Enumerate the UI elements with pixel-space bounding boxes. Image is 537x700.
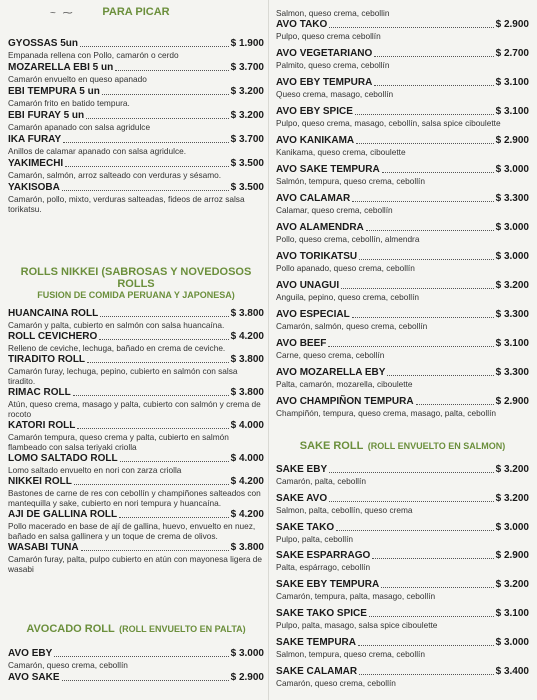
item-description: Pulpo, palta, masago, salsa spice ciboulette — [276, 619, 438, 630]
menu-item-avo-eby-tempura — [276, 77, 529, 106]
item-price: $ 4.200 — [230, 476, 264, 487]
sake-heading: SAKE ROLL — [299, 440, 364, 452]
item-description: Salmon, tempura, queso crema, cebollín — [276, 648, 425, 659]
menu-item-avo-alamendra — [276, 222, 529, 251]
dot-leader — [329, 27, 493, 28]
dot-leader — [100, 316, 228, 317]
nikkei-heading-line-2: FUSION DE COMIDA PERUANA Y JAPONESA) — [37, 290, 235, 300]
item-description: Palta, espárrago, cebollín — [276, 562, 371, 573]
item-price: $ 4.000 — [230, 453, 264, 464]
item-name: AVO KANIKAMA — [276, 135, 355, 146]
menu-item-yakisoba — [8, 182, 264, 214]
menu-item-sake-tempura — [276, 637, 529, 666]
menu-item-avo-calamar — [276, 193, 529, 222]
item-name: SAKE EBY TEMPURA — [276, 579, 380, 591]
dot-leader — [355, 114, 494, 115]
item-price: $ 1.900 — [230, 38, 264, 49]
menu-item-line — [276, 251, 529, 263]
item-description: Queso crema, masago, cebollín — [276, 89, 394, 99]
item-price: $ 3.300 — [495, 309, 529, 320]
item-price: $ 2.900 — [495, 135, 529, 146]
item-description: Pulpo, queso crema, masago, cebollín, salsa spice ciboulette — [276, 118, 501, 128]
item-description: Empanada rellena con Pollo, camarón o cerdo — [8, 50, 179, 60]
menu-item-line — [8, 354, 264, 366]
item-description: Pollo apanado, queso crema, cebollín — [276, 263, 415, 273]
item-price: $ 3.300 — [495, 367, 529, 378]
menu-item-line — [8, 476, 264, 488]
item-name: AVO ESPECIAL — [276, 309, 350, 320]
item-name: AVO CHAMPIÑON TEMPURA — [276, 396, 414, 407]
item-description: Bastones de carne de res con cebollín y champiñones salteados con mantequilla y sake, cubierto en nori tempura y huancaína. — [8, 488, 261, 508]
menu-item-sake-avo — [276, 493, 529, 522]
dot-leader — [372, 558, 493, 559]
menu-item-line — [8, 38, 264, 50]
item-description: Palmito, queso crema, cebollín — [276, 60, 390, 70]
item-name: HUANCAINA ROLL — [8, 308, 99, 319]
menu-item-avo-beef — [276, 338, 529, 367]
menu-item-line — [276, 77, 529, 89]
item-price: $ 3.700 — [230, 134, 264, 145]
dot-leader — [99, 339, 228, 340]
item-name: SAKE CALAMAR — [276, 665, 358, 677]
item-description: Camarón y palta, cubierto en salmón con salsa huancaína. — [8, 320, 225, 330]
dot-leader — [374, 85, 493, 86]
dot-leader — [374, 56, 493, 57]
item-description: Champiñón, tempura, queso crema, masago, palta, cebollín — [276, 408, 496, 418]
item-description: Relleno de ceviche, lechuga, bañado en crema de ceviche. — [8, 343, 226, 353]
dot-leader — [120, 461, 229, 462]
dot-leader — [81, 550, 229, 551]
menu-item-avo-kanikama — [276, 135, 529, 164]
item-name: EBI FURAY 5 un — [8, 110, 85, 121]
dot-leader — [87, 362, 229, 363]
menu-item-avo-mozarella-eby — [276, 367, 529, 396]
menu-item-line — [8, 453, 264, 465]
menu-item-nikkei-roll — [8, 476, 264, 508]
menu-item-mozarella-ebi-5-un — [8, 62, 264, 84]
menu-item-line — [276, 280, 529, 292]
dot-leader — [65, 166, 228, 167]
item-price: $ 3.800 — [230, 542, 264, 553]
avocado-heading: AVOCADO ROLL — [26, 623, 115, 635]
item-description: Camarón, palta, cebollín — [276, 476, 366, 486]
nikkei-list — [8, 308, 264, 575]
dot-leader — [86, 118, 228, 119]
item-description: Camarón furay, palta, pulpo cubierto en atún con mayonesa ligera de wasabi — [8, 554, 262, 574]
menu-item-avo-especial — [276, 309, 529, 338]
item-description: Calamar, queso crema, cebollín — [276, 205, 393, 215]
item-name: GYOSSAS 5un — [8, 38, 79, 49]
dot-leader — [62, 190, 229, 191]
item-price: $ 3.200 — [495, 464, 529, 475]
dot-leader — [80, 46, 229, 47]
item-description: Camarón furay, lechuga, pepino, cubierto en salmón con salsa tiradito. — [8, 366, 238, 386]
dot-leader — [382, 172, 494, 173]
menu-item-line — [8, 542, 264, 554]
column-divider — [268, 0, 269, 700]
item-description: Camarón tempura, queso crema y palta, cubierto en salmón flambeado con salsa teriyaki criolla — [8, 432, 229, 452]
item-name: AVO EBY TEMPURA — [276, 77, 373, 88]
menu-item-sake-tako — [276, 522, 529, 551]
menu-item-line — [8, 420, 264, 432]
dot-leader — [54, 656, 228, 657]
item-description: Camarón envuelto en queso apanado — [8, 74, 147, 84]
section-title-rolls-nikkei — [8, 266, 264, 300]
dot-leader — [366, 230, 494, 231]
item-price: $ 2.900 — [230, 672, 264, 683]
item-price: $ 3.100 — [495, 106, 529, 117]
menu-item-line — [276, 666, 529, 678]
item-price: $ 2.900 — [495, 396, 529, 407]
menu-item-lomo-saltado-roll — [8, 453, 264, 475]
dot-leader — [352, 317, 494, 318]
item-description: Anillos de calamar apanado con salsa agridulce. — [8, 146, 187, 156]
menu-item-katori-roll — [8, 420, 264, 452]
menu-item-line — [8, 387, 264, 399]
item-name: ROLL CEVICHERO — [8, 331, 98, 342]
item-price: $ 3.000 — [495, 636, 529, 648]
item-description: Camarón frito en batido tempura. — [8, 98, 130, 108]
menu-item-line — [8, 182, 264, 194]
item-name: SAKE TEMPURA — [276, 636, 357, 648]
menu-item-avo-eby-spice — [276, 106, 529, 135]
menu-item-avo-tako — [276, 19, 529, 48]
menu-item-aji-de-gallina-roll — [8, 509, 264, 541]
item-price: $ 3.000 — [230, 648, 264, 659]
avocado-subheading: (ROLL ENVUELTO EN PALTA) — [119, 624, 246, 634]
item-description: Camarón, salmón, queso crema, cebollín — [276, 321, 428, 331]
menu-item-line — [276, 637, 529, 649]
item-name: AVO ALAMENDRA — [276, 222, 364, 233]
item-price: $ 3.200 — [495, 492, 529, 504]
item-price: $ 3.800 — [230, 354, 264, 365]
menu-item-ika-furay — [8, 134, 264, 156]
menu-item-sake-esparrago — [276, 550, 529, 579]
menu-item-yakimechi — [8, 158, 264, 180]
menu-item-sake-calamar — [276, 666, 529, 695]
item-description: Salmon, palta, cebollín, queso crema — [276, 504, 413, 515]
item-description: Anguila, pepino, queso crema, cebollín — [276, 292, 419, 302]
item-name: LOMO SALTADO ROLL — [8, 453, 118, 464]
dot-leader — [73, 395, 229, 396]
menu-item-avo-unagui — [276, 280, 529, 309]
menu-item-line — [276, 164, 529, 176]
menu-item-line — [276, 522, 529, 534]
menu-item-roll-cevichero — [8, 331, 264, 353]
item-description: Camarón, queso crema, cebollín — [8, 660, 128, 670]
item-name: SAKE AVO — [276, 492, 328, 504]
menu-item-line — [8, 331, 264, 343]
section-title-sake-roll — [276, 436, 529, 454]
menu-item-line — [276, 550, 529, 562]
menu-item-sake-eby — [276, 464, 529, 493]
avocado-left-list — [8, 648, 264, 686]
dot-leader — [352, 201, 493, 202]
menu-item-line — [8, 110, 264, 122]
menu-item-sake-eby-tempura — [276, 579, 529, 608]
dot-leader — [356, 143, 493, 144]
menu-item-line — [8, 509, 264, 521]
dot-leader — [329, 472, 494, 473]
section-title-para-picar: PARA PICAR — [102, 6, 170, 18]
dot-leader — [62, 680, 229, 681]
item-name: SAKE ESPARRAGO — [276, 550, 371, 562]
dot-leader — [359, 674, 494, 675]
item-description: Camarón, queso crema, cebollín — [276, 677, 396, 688]
section-title-avocado-roll — [8, 619, 264, 637]
item-description: Kanikama, queso crema, ciboulette — [276, 147, 406, 157]
item-price: $ 3.500 — [230, 182, 264, 193]
sake-list — [276, 464, 529, 694]
item-name: AVO EBY SPICE — [276, 106, 353, 117]
menu-item-line — [276, 338, 529, 350]
menu-item-line — [8, 672, 264, 684]
item-name: MOZARELLA EBI 5 un — [8, 62, 114, 73]
item-name: AVO BEEF — [276, 338, 327, 349]
item-name: AVO UNAGUI — [276, 280, 340, 291]
item-price: $ 3.300 — [495, 193, 529, 204]
menu-item-avo-sake — [8, 672, 264, 684]
menu-item-line — [276, 135, 529, 147]
dot-leader — [369, 616, 494, 617]
menu-item-line — [8, 648, 264, 660]
chopsticks-icon: ~ ⁓ — [50, 8, 75, 19]
dot-leader — [102, 94, 229, 95]
item-price: $ 3.000 — [495, 521, 529, 533]
menu-item-tiradito-roll — [8, 354, 264, 386]
item-description: Palta, camarón, mozarella, ciboulette — [276, 379, 413, 389]
menu-item-line — [276, 608, 529, 620]
item-description: Lomo saltado envuelto en nori con zarza criolla — [8, 465, 182, 475]
item-name: YAKIMECHI — [8, 158, 64, 169]
dot-leader — [336, 530, 493, 531]
item-price: $ 4.000 — [230, 420, 264, 431]
item-name: IKA FURAY — [8, 134, 62, 145]
dot-leader — [119, 517, 229, 518]
item-price: $ 3.400 — [495, 665, 529, 677]
item-name: EBI TEMPURA 5 un — [8, 86, 100, 97]
item-name: TIRADITO ROLL — [8, 354, 86, 365]
menu-item-huancaina-roll — [8, 308, 264, 330]
menu-item-line — [276, 19, 529, 31]
item-description: Pulpo, queso crema cebollín — [276, 31, 381, 41]
menu-item-line — [276, 464, 529, 476]
menu-item-avo-sake-tempura — [276, 164, 529, 193]
menu-item-line — [276, 579, 529, 591]
item-name: NIKKEI ROLL — [8, 476, 72, 487]
item-price: $ 3.200 — [230, 110, 264, 121]
menu-item-avo-vegetariano — [276, 48, 529, 77]
item-description: Camarón, salmón, arroz salteado con verduras y sésamo. — [8, 170, 222, 180]
menu-item-wasabi-tuna — [8, 542, 264, 574]
item-name: AVO SAKE — [8, 672, 60, 683]
menu-item-line — [8, 86, 264, 98]
item-price: $ 3.000 — [495, 164, 529, 175]
item-name: AVO SAKE TEMPURA — [276, 164, 380, 175]
dot-leader — [381, 587, 493, 588]
item-price: $ 2.900 — [495, 19, 529, 30]
item-name: AJI DE GALLINA ROLL — [8, 509, 118, 520]
menu-item-line — [276, 493, 529, 505]
item-name: SAKE TAKO — [276, 521, 335, 533]
item-name: AVO MOZARELLA EBY — [276, 367, 386, 378]
menu-item-avo-eby — [8, 648, 264, 670]
menu-item-line — [276, 309, 529, 321]
item-price: $ 3.000 — [495, 251, 529, 262]
menu-item-line — [276, 106, 529, 118]
dot-leader — [77, 428, 228, 429]
menu-item-line — [276, 367, 529, 379]
menu-item-line — [8, 62, 264, 74]
menu-item-line — [8, 308, 264, 320]
item-price: $ 3.100 — [495, 77, 529, 88]
item-description: Salmón, tempura, queso crema, cebollín — [276, 176, 425, 186]
avocado-right-list — [276, 19, 529, 425]
dot-leader — [329, 501, 494, 502]
item-price: $ 3.200 — [495, 579, 529, 591]
item-name: AVO TORIKATSU — [276, 251, 358, 262]
menu-item-line — [276, 48, 529, 60]
item-price: $ 3.800 — [230, 387, 264, 398]
item-price: $ 3.100 — [495, 338, 529, 349]
item-name: AVO TAKO — [276, 19, 328, 30]
item-name: KATORI ROLL — [8, 420, 76, 431]
item-name: AVO CALAMAR — [276, 193, 351, 204]
item-name: YAKISOBA — [8, 182, 60, 193]
menu-item-avo-champinon-tempura — [276, 396, 529, 425]
dot-leader — [341, 288, 493, 289]
menu-item-gyossas-5un — [8, 38, 264, 60]
item-description: Pollo macerado en base de ají de gallina, huevo, envuelto en nuez, bañado en salsa gallinera y un toque de crema de olivos. — [8, 521, 256, 541]
dot-leader — [63, 142, 228, 143]
item-name: WASABI TUNA — [8, 542, 79, 553]
dot-leader — [358, 645, 494, 646]
item-price: $ 3.200 — [495, 280, 529, 291]
menu-item-rimac-roll — [8, 387, 264, 419]
item-price: $ 3.500 — [230, 158, 264, 169]
menu-item-ebi-tempura-5-un — [8, 86, 264, 108]
sake-subheading: (ROLL ENVUELTO EN SALMON) — [367, 441, 506, 451]
item-price: $ 2.900 — [495, 550, 529, 562]
item-price: $ 4.200 — [230, 331, 264, 342]
item-price: $ 3.800 — [230, 308, 264, 319]
item-description: Camarón, pollo, mixto, verduras salteadas, fideos de arroz salsa torikatsu. — [8, 194, 245, 214]
item-name: SAKE TAKO SPICE — [276, 607, 367, 619]
nikkei-heading-line-1: ROLLS NIKKEI (SABROSAS Y NOVEDOSOS ROLLS — [20, 266, 252, 290]
item-name: RIMAC ROLL — [8, 387, 71, 398]
carryover-description: Salmon, queso crema, cebollin — [276, 8, 390, 18]
item-description: Carne, queso crema, cebollín — [276, 350, 385, 360]
dot-leader — [328, 346, 493, 347]
menu-item-line — [8, 158, 264, 170]
menu-item-line — [276, 396, 529, 408]
dot-leader — [387, 375, 493, 376]
menu-item-line — [276, 222, 529, 234]
dot-leader — [74, 484, 229, 485]
menu-item-ebi-furay-5-un — [8, 110, 264, 132]
item-name: AVO EBY — [8, 648, 53, 659]
item-price: $ 2.700 — [495, 48, 529, 59]
dot-leader — [115, 70, 228, 71]
menu-item-line — [276, 193, 529, 205]
item-price: $ 3.100 — [495, 607, 529, 619]
dot-leader — [359, 259, 494, 260]
item-name: SAKE EBY — [276, 464, 328, 475]
item-description: Atún, queso crema, masago y palta, cubierto con salmón y crema de rocoto — [8, 399, 261, 419]
para-picar-list — [8, 38, 264, 216]
item-description: Camarón apanado con salsa agridulce — [8, 122, 151, 132]
item-name: AVO VEGETARIANO — [276, 48, 373, 59]
item-description: Camarón, tempura, palta, masago, cebollín — [276, 591, 436, 602]
item-price: $ 3.700 — [230, 62, 264, 73]
dot-leader — [416, 404, 494, 405]
item-description: Pollo, queso crema, cebollín, almendra — [276, 234, 420, 244]
item-price: $ 3.000 — [495, 222, 529, 233]
menu-item-line — [8, 134, 264, 146]
item-price: $ 3.200 — [230, 86, 264, 97]
menu-item-avo-torikatsu — [276, 251, 529, 280]
item-price: $ 4.200 — [230, 509, 264, 520]
item-description: Pulpo, palta, cebollín — [276, 533, 354, 544]
menu-item-sake-tako-spice — [276, 608, 529, 637]
